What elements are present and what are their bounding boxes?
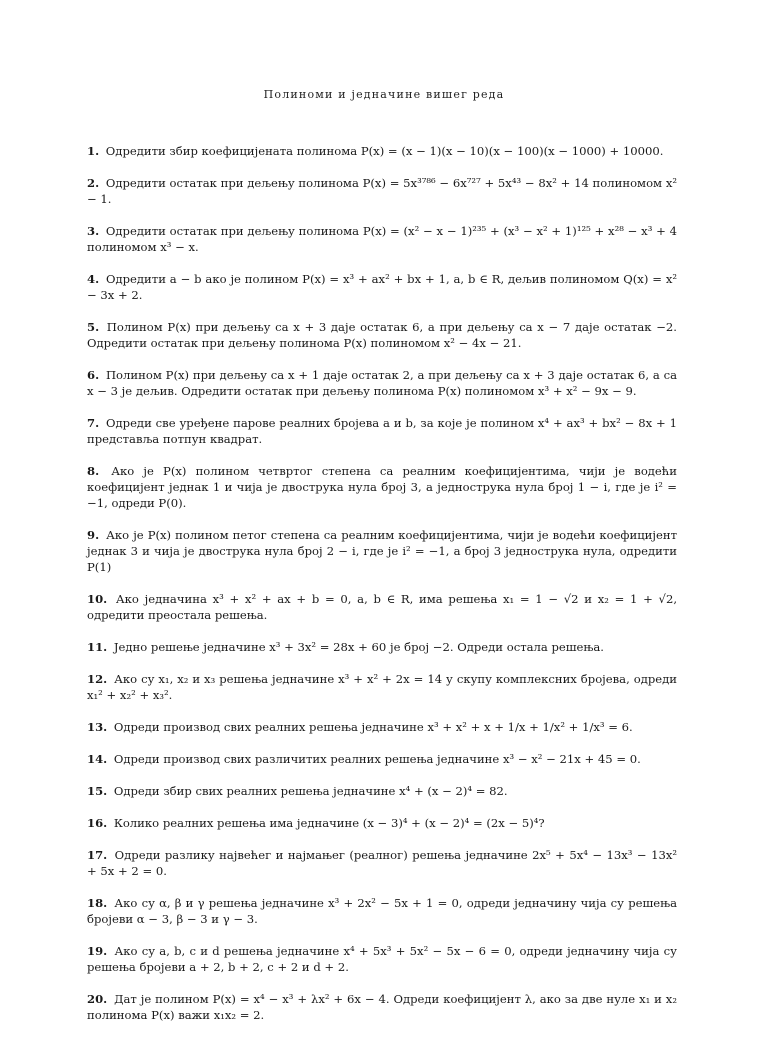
problem-item [87,895,677,927]
page-title: Полиноми и једначине вишег реда [263,88,505,101]
problem-text: Одреди збир свих реалних решења једначине x⁴ + (x − 2)⁴ = 82. [113,784,508,798]
problem-text: Ако је P(x) полином четвртог степена са реалним коефицијентима, чији је водећи коефицијент једнак 1 и чија је двострука нула број 3, а једнострука нула број 1 − i, где је i² = −1, одреди P(0). [87,464,677,510]
problem-text: Једно решење једначине x³ + 3x² = 28x + 60 је број −2. Одреди остала решења. [113,640,604,654]
problem-text: Ако су a, b, c и d решења једначине x⁴ + 5x³ + 5x² − 5x − 6 = 0, одреди једначину чија су решења бројеви a + 2, b + 2, c + 2 и d + 2. [87,944,677,974]
problem-item [87,943,677,975]
problem-text: Полином P(x) при дељењу са x + 1 даје остатак 2, а при дељењу са x + 3 даје остатак 6, а са x − 3 је дељив. Одредити остатак при дељењу полинома P(x) полиномом x³ + x² − 9x − 9. [87,368,678,398]
problem-text: Одредити остатак при дељењу полинома P(x) = 5x³⁷⁸⁶ − 6x⁷²⁷ + 5x⁴³ − 8x² + 14 полиномом x² − 1. [87,176,678,206]
problem-number: 13. [87,720,108,734]
problem-text: Ако једначина x³ + x² + ax + b = 0, a, b ∈ R, има решења x₁ = 1 − √2 и x₂ = 1 + √2, одредити преостала решења. [87,592,678,622]
problem-item [87,415,677,447]
problem-item [87,175,677,207]
problem-number: 10. [87,592,108,606]
problem-list [87,143,677,1039]
problem-item [87,143,677,159]
problem-number: 20. [87,992,108,1006]
problem-text: Одреди производ свих различитих реалних решења једначине x³ − x² − 21x + 45 = 0. [113,752,641,766]
problem-item [87,639,677,655]
problem-text: Ако су α, β и γ решења једначине x³ + 2x² − 5x + 1 = 0, одреди једначину чија су решења бројеви α − 3, β − 3 и γ − 3. [87,896,677,926]
problem-text: Ако су x₁, x₂ и x₃ решења једначине x³ + x² + 2x = 14 у скупу комплексних бројева, одреди x₁² + x₂² + x₃². [87,672,677,702]
problem-text: Полином P(x) при дељењу са x + 3 даје остатак 6, а при дељењу са x − 7 даје остатак −2. Одредити остатак при дељењу полинома P(x) полиномом x² − 4x − 21. [87,320,677,350]
problem-number: 15. [87,784,108,798]
problem-item [87,319,677,351]
problem-text: Колико реалних решења има једначине (x − 3)⁴ + (x − 2)⁴ = (2x − 5)⁴? [113,816,545,830]
problem-number: 7. [87,416,100,430]
problem-text: Одреди све уређене парове реалних бројева a и b, за које је полином x⁴ + ax³ + bx² − 8x + 1 представља потпун квадрат. [87,416,677,446]
problem-number: 19. [87,944,108,958]
problem-text: Одредити збир коефицијената полинома P(x) = (x − 1)(x − 10)(x − 100)(x − 1000) + 10000. [105,144,664,158]
problem-item [87,719,677,735]
problem-text: Одреди разлику највећег и најмањег (реалног) решења једначине 2x⁵ + 5x⁴ − 13x³ − 13x² + 5x + 2 = 0. [87,848,678,878]
problem-number: 14. [87,752,108,766]
problem-item [87,751,677,767]
problem-number: 4. [87,272,100,286]
problem-item [87,367,677,399]
problem-text: Одредити остатак при дељењу полинома P(x) = (x² − x − 1)²³⁵ + (x³ − x² + 1)¹²⁵ + x²⁸ − x³ + 4 полиномом x³ − x. [87,224,678,254]
problem-text: Дат је полином P(x) = x⁴ − x³ + λx² + 6x − 4. Одреди коефицијент λ, ако за две нуле x₁ и x₂ полинома P(x) важи x₁x₂ = 2. [87,992,677,1022]
problem-number: 16. [87,816,108,830]
problem-text: Ако је P(x) полином петог степена са реалним коефицијентима, чији је водећи коефицијент једнак 3 и чија је двострука нула број 2 − i, где је i² = −1, а број 3 једнострука нула, одредити P(1) [87,528,678,574]
problem-item [87,591,677,623]
problem-number: 18. [87,896,108,910]
problem-number: 11. [87,640,108,654]
problem-item [87,527,677,575]
problem-number: 1. [87,144,100,158]
problem-item [87,991,677,1023]
problem-number: 9. [87,528,100,542]
problem-number: 8. [87,464,100,478]
problem-item [87,847,677,879]
problem-item [87,271,677,303]
problem-number: 6. [87,368,100,382]
problem-text: Одреди производ свих реалних решења једначине x³ + x² + x + 1/x + 1/x² + 1/x³ = 6. [113,720,633,734]
problem-number: 12. [87,672,108,686]
problem-number: 2. [87,176,100,190]
problem-item [87,463,677,511]
problem-item [87,783,677,799]
problem-number: 3. [87,224,100,238]
problem-item [87,815,677,831]
problem-text: Одредити a − b ако је полином P(x) = x³ + ax² + bx + 1, a, b ∈ R, дељив полиномом Q(x) = x² − 3x + 2. [87,272,678,302]
problem-number: 5. [87,320,100,334]
problem-item [87,671,677,703]
problem-number: 17. [87,848,108,862]
problem-item [87,223,677,255]
